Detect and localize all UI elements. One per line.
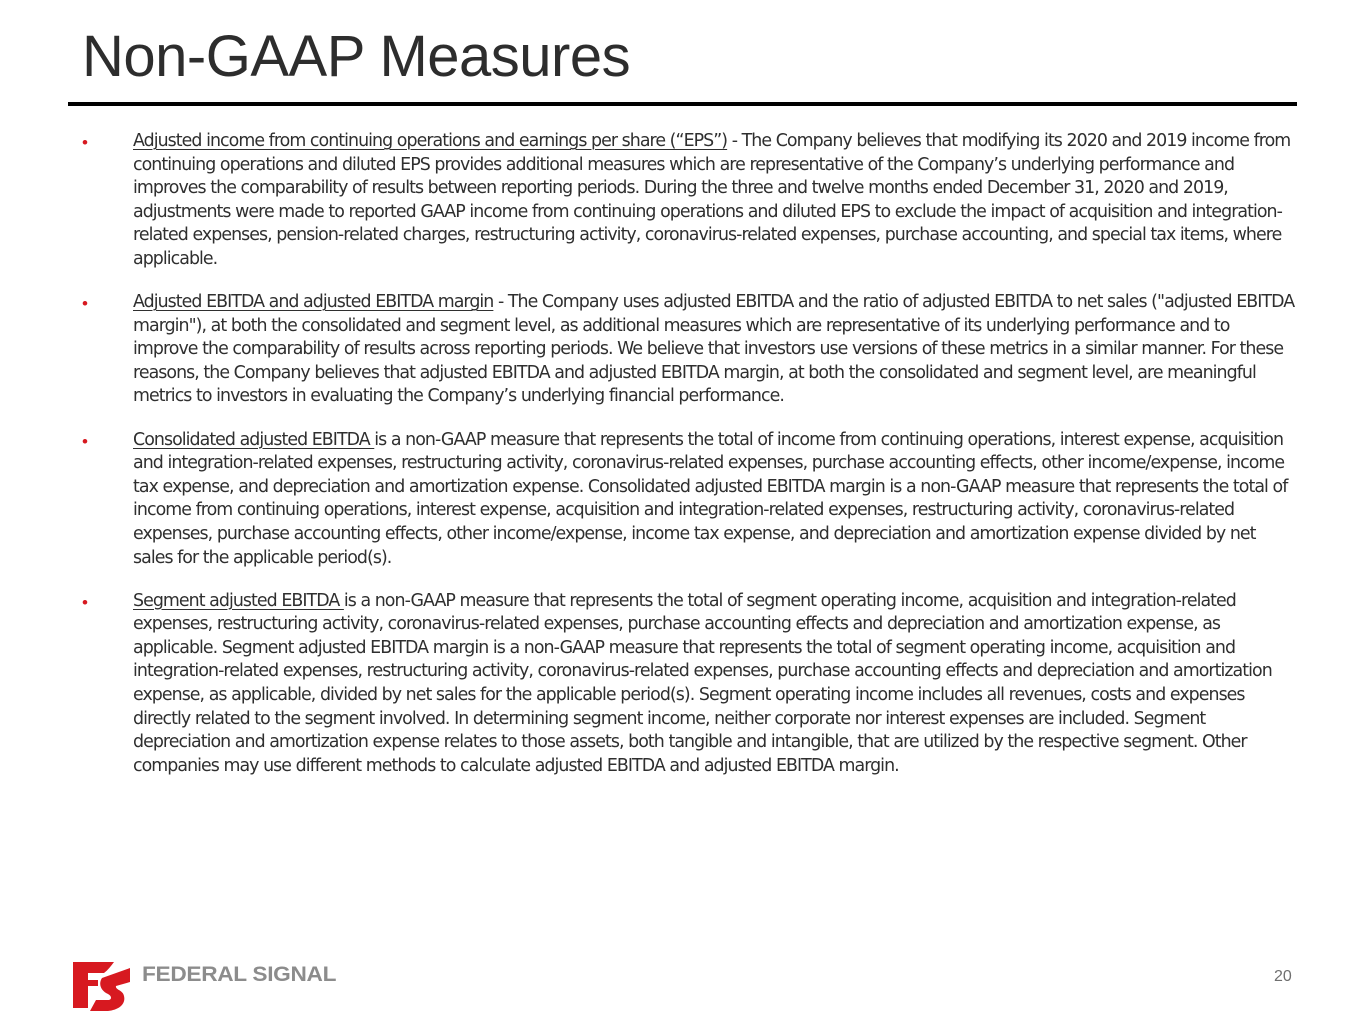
page-number: 20 xyxy=(1274,968,1292,985)
bullet-icon: • xyxy=(82,294,88,314)
federal-signal-fs-logo-icon xyxy=(68,956,132,1012)
bullet-text xyxy=(133,429,1295,571)
bullet-description: is a non-GAAP measure that represents the total of segment operating income, acquisition and integration-related expenses, restructuring activity, coronavirus-related expenses, purchase accounting effects and depreciation and amortization expense, as applicable. Segment adjusted EBITDA margin is a non-GAAP measure that represents the total of segment operating income, acquisition and integration-related expenses, restructuring activity, coronavirus-related expenses, purchase accounting effects and depreciation and amortization expense, as applicable, divided by net sales for the applicable period(s). Segment operating income includes all revenues, costs and expenses directly related to the segment involved. In determining segment income, neither corporate nor interest expenses are included. Segment depreciation and amortization expense relates to those assets, both tangible and intangible, that are utilized by the respective segment. Other companies may use different methods to calculate adjusted EBITDA and adjusted EBITDA margin. xyxy=(133,590,1272,776)
company-logo xyxy=(68,956,337,1012)
bullet-list xyxy=(0,130,1365,798)
bullet-term: Adjusted income from continuing operations and earnings per share (“EPS”) xyxy=(133,131,728,151)
slide-title: Non-GAAP Measures xyxy=(82,24,631,89)
bullet-term: Consolidated adjusted EBITDA xyxy=(133,429,375,450)
company-name: FEDERAL SIGNAL xyxy=(142,963,337,986)
bullet-text xyxy=(133,590,1295,779)
title-divider xyxy=(68,102,1297,106)
bullet-icon: • xyxy=(82,592,88,612)
bullet-description: is a non-GAAP measure that represents the total of income from continuing operations, interest expense, acquisition and integration-related expenses, restructuring activity, coronavirus-related expenses, purchase accounting effects, other income/expense, income tax expense, and depreciation and amortization expense. Consolidated adjusted EBITDA margin is a non-GAAP measure that represents the total of income from continuing operations, interest expense, acquisition and integration-related expenses, restructuring activity, coronavirus-related expenses, purchase accounting effects, other income/expense, income tax expense, and depreciation and amortization expense divided by net sales for the applicable period(s). xyxy=(133,429,1288,568)
bullet-icon: • xyxy=(82,431,88,451)
bullet-item-adjusted-income-eps xyxy=(0,130,1295,272)
bullet-item-consolidated-adjusted-ebitda xyxy=(0,429,1295,571)
bullet-text xyxy=(133,130,1295,272)
bullet-term: Adjusted EBITDA and adjusted EBITDA margin xyxy=(133,292,494,313)
bullet-item-adjusted-ebitda-margin xyxy=(0,291,1295,409)
bullet-description: - The Company uses adjusted EBITDA and the ratio of adjusted EBITDA to net sales ("adjusted EBITDA margin"), at both the consolidated and segment level, as additional measures which are representative of its underlying performance and to improve the comparability of results across reporting periods. We believe that investors use versions of these metrics in a similar manner. For these reasons, the Company believes that adjusted EBITDA and adjusted EBITDA margin, at both the consolidated and segment level, are meaningful metrics to investors in evaluating the Company’s underlying financial performance. xyxy=(133,292,1295,407)
bullet-item-segment-adjusted-ebitda xyxy=(0,590,1295,779)
bullet-description: - The Company believes that modifying its 2020 and 2019 income from continuing operations and diluted EPS provides additional measures which are representative of the Company’s underlying performance and improves the comparability of results between reporting periods. During the three and twelve months ended December 31, 2020 and 2019, adjustments were made to reported GAAP income from continuing operations and diluted EPS to exclude the impact of acquisition and integration-related expenses, pension-related charges, restructuring activity, coronavirus-related expenses, purchase accounting, and special tax items, where applicable. xyxy=(133,131,1291,269)
bullet-icon: • xyxy=(82,133,88,152)
bullet-text xyxy=(133,291,1295,409)
bullet-term: Segment adjusted EBITDA xyxy=(133,590,344,611)
